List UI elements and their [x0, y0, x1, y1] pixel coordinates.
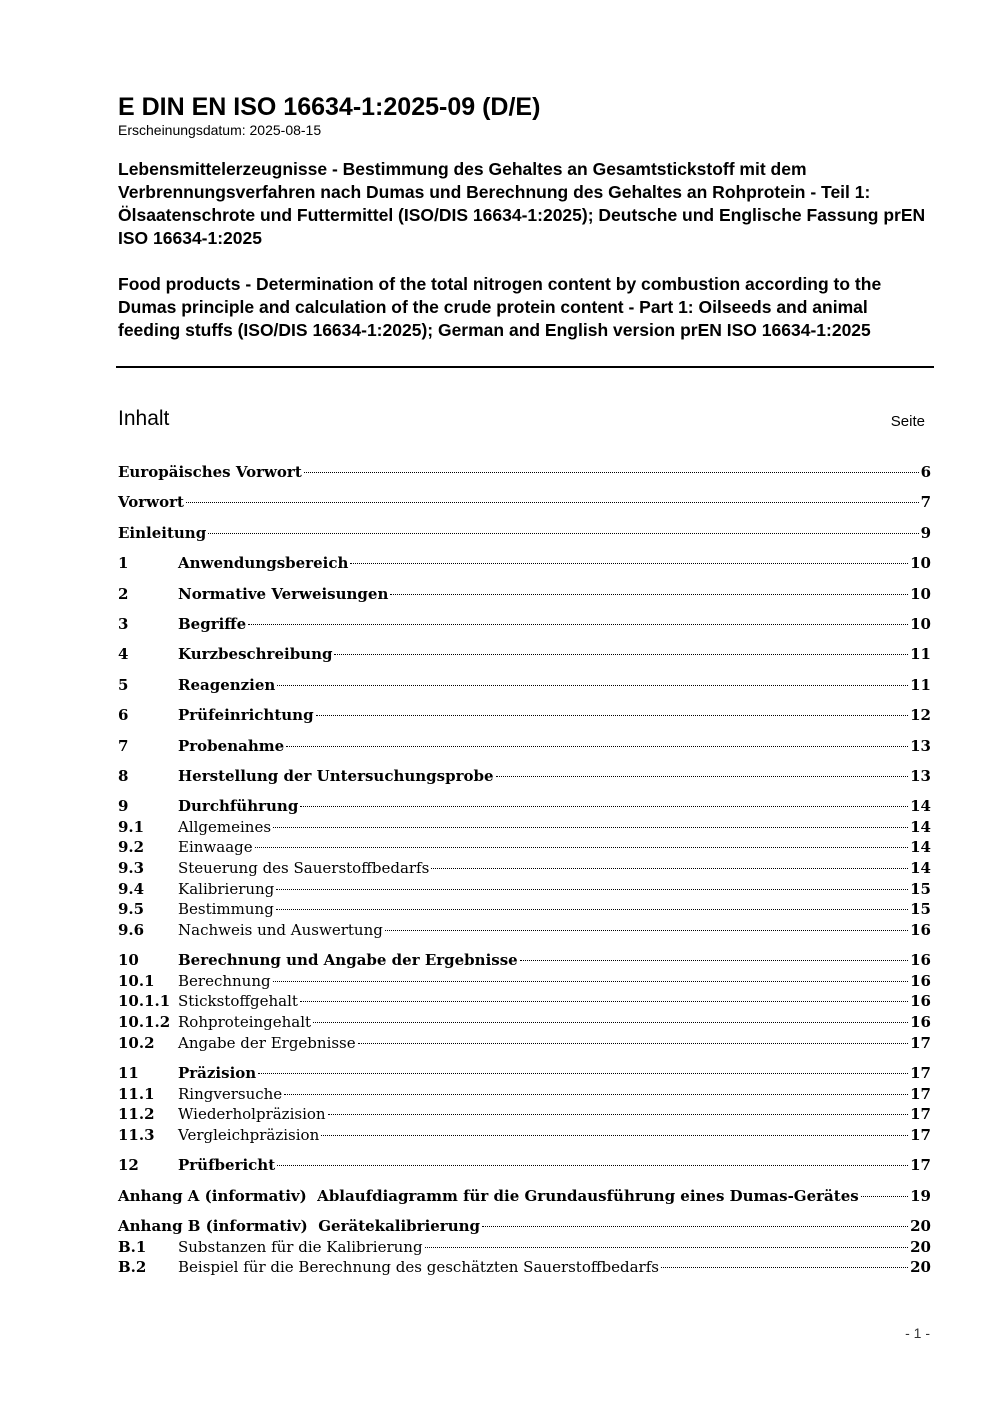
toc-dot-leader	[300, 802, 908, 807]
toc-entry-number: 9	[118, 797, 129, 816]
toc-entry-number: 9.4	[118, 879, 145, 898]
toc-entry[interactable]	[118, 492, 931, 513]
toc-entry-page: 15	[910, 879, 931, 898]
toc-dot-leader	[482, 1222, 908, 1227]
document-id: E DIN EN ISO 16634-1:2025-09 (D/E)	[118, 93, 541, 121]
toc-entry-page: 14	[910, 797, 931, 816]
toc-entry[interactable]	[118, 1063, 931, 1084]
toc-dot-leader	[431, 864, 908, 869]
toc-entry-page: 16	[910, 920, 931, 939]
toc-dot-leader	[321, 1131, 908, 1136]
toc-entry-title: Präzision	[178, 1064, 257, 1083]
toc-entry-title: Steuerung des Sauerstoffbedarfs	[178, 859, 430, 878]
toc-entry[interactable]	[118, 1216, 931, 1237]
toc-entry-title: Prüfbericht	[178, 1156, 276, 1175]
toc-entry-page: 16	[910, 992, 931, 1011]
toc-entry-title: Einwaage	[178, 838, 253, 857]
toc-entry-page: 11	[910, 645, 931, 664]
toc-entry-title: Prüfeinrichtung	[178, 706, 314, 725]
toc-dot-leader	[316, 711, 909, 716]
toc-entry[interactable]	[118, 1084, 931, 1105]
toc-entry[interactable]	[118, 644, 931, 665]
toc-entry-title: Reagenzien	[178, 675, 276, 694]
toc-entry-title: Angabe der Ergebnisse	[178, 1033, 356, 1052]
toc-entry-title: Probenahme	[178, 736, 285, 755]
toc-entry[interactable]	[118, 1012, 931, 1033]
title-divider	[116, 366, 934, 368]
toc-entry-number: 4	[118, 645, 129, 664]
toc-entry[interactable]	[118, 523, 931, 544]
toc-dot-leader	[255, 843, 909, 848]
toc-entry-page: 17	[910, 1105, 931, 1124]
toc-entry-title: Vorwort	[118, 493, 184, 512]
toc-dot-leader	[273, 823, 908, 828]
toc-entry-title: Normative Verweisungen	[178, 584, 389, 603]
toc-dot-leader	[385, 926, 908, 931]
toc-entry-page: 10	[910, 584, 931, 603]
toc-dot-leader	[390, 590, 908, 595]
toc-entry[interactable]	[118, 705, 931, 726]
toc-entry-number: 10.1.1	[118, 992, 171, 1011]
toc-entry-number: 11.2	[118, 1105, 155, 1124]
toc-entry-page: 17	[910, 1084, 931, 1103]
toc-entry-number: 9.6	[118, 920, 145, 939]
toc-entry[interactable]	[118, 837, 931, 858]
toc-entry-title: Wiederholpräzision	[178, 1105, 326, 1124]
toc-dot-leader	[286, 742, 908, 747]
toc-entry-title: Vergleichpräzision	[178, 1125, 320, 1144]
toc-entry[interactable]	[118, 462, 931, 483]
toc-entry[interactable]	[118, 584, 931, 605]
table-of-contents	[118, 462, 931, 1278]
toc-page-column-label: Seite	[890, 413, 925, 430]
toc-entry-page: 17	[910, 1064, 931, 1083]
toc-dot-leader	[520, 956, 908, 961]
toc-entry-number: 11.1	[118, 1084, 155, 1103]
title-german: Lebensmittelerzeugnisse - Bestimmung des Gehaltes an Gesamtstickstoff mit dem Verbrennungsverfahren nach Dumas und Berechnung des Gehaltes an Rohprotein - Teil 1: Ölsaatenschrote und Futtermittel (ISO/DIS 16634-1:2025); Deutsche und Englische Fassung prEN ISO 16634-1:2025	[118, 159, 926, 248]
toc-entry[interactable]	[118, 1257, 931, 1278]
toc-entry-number: B.1	[118, 1237, 147, 1256]
toc-entry-number: 9.5	[118, 900, 145, 919]
toc-entry[interactable]	[118, 736, 931, 757]
toc-entry-title: Begriffe	[178, 614, 247, 633]
toc-entry-title: Allgemeines	[178, 817, 272, 836]
toc-entry-page: 16	[910, 951, 931, 970]
toc-entry-title: Herstellung der Untersuchungsprobe	[178, 766, 494, 785]
toc-dot-leader	[313, 1018, 908, 1023]
toc-entry-page: 10	[910, 614, 931, 633]
toc-entry-page: 15	[910, 900, 931, 919]
toc-entry-number: B.2	[118, 1258, 147, 1277]
toc-entry-page: 12	[910, 706, 931, 725]
toc-dot-leader	[208, 529, 918, 534]
toc-entry-title: Kurzbeschreibung	[178, 645, 333, 664]
toc-entry-title: Berechnung und Angabe der Ergebnisse	[178, 951, 518, 970]
toc-entry-number: 1	[118, 554, 129, 573]
toc-entry-number: 8	[118, 766, 129, 785]
toc-dot-leader	[334, 650, 908, 655]
toc-dot-leader	[350, 559, 908, 564]
toc-entry-number: 2	[118, 584, 129, 603]
toc-entry[interactable]	[118, 1155, 931, 1176]
toc-entry-page: 14	[910, 817, 931, 836]
toc-entry-page: 17	[910, 1033, 931, 1052]
toc-entry-page: 20	[910, 1258, 931, 1277]
toc-entry[interactable]	[118, 1033, 931, 1054]
toc-entry-title: Stickstoffgehalt	[178, 992, 298, 1011]
toc-entry-page: 10	[910, 554, 931, 573]
toc-dot-leader	[277, 681, 908, 686]
toc-entry-title: Rohproteingehalt	[178, 1013, 312, 1032]
toc-entry-number: 9.2	[118, 838, 145, 857]
toc-dot-leader	[661, 1263, 908, 1268]
toc-dot-leader	[276, 885, 908, 890]
toc-entry-title: Europäisches Vorwort	[118, 463, 302, 481]
toc-entry-page: 11	[910, 675, 931, 694]
toc-entry-page: 14	[910, 859, 931, 878]
toc-heading: Inhalt	[118, 407, 170, 430]
toc-entry[interactable]	[118, 553, 931, 574]
toc-entry-page: 14	[910, 838, 931, 857]
toc-entry-page: 16	[910, 1013, 931, 1032]
toc-entry[interactable]	[118, 675, 931, 696]
toc-entry-page: 13	[910, 736, 931, 755]
title-english: Food products - Determination of the total nitrogen content by combustion according to the Dumas principle and calculation of the crude protein content - Part 1: Oilseeds and animal feeding stuffs (ISO/DIS 16634-1:2025); German and English version prEN ISO 16634-1:2025	[118, 274, 882, 340]
toc-dot-leader	[273, 977, 909, 982]
toc-entry-page: 19	[910, 1186, 931, 1205]
toc-entry-number: 10	[118, 951, 139, 970]
toc-entry-number: 10.1.2	[118, 1013, 171, 1032]
toc-entry-number: 11	[118, 1064, 139, 1083]
toc-entry-page: 17	[910, 1125, 931, 1144]
toc-entry-page: 9	[920, 523, 931, 542]
toc-entry[interactable]	[118, 766, 931, 787]
toc-entry-number: 10.2	[118, 1033, 155, 1052]
toc-entry[interactable]	[118, 1186, 931, 1207]
toc-entry-number: 9.1	[118, 817, 145, 836]
toc-entry-number: 12	[118, 1156, 139, 1175]
toc-entry[interactable]	[118, 991, 931, 1012]
toc-dot-leader	[300, 997, 908, 1002]
toc-dot-leader	[276, 905, 908, 910]
toc-dot-leader	[277, 1161, 908, 1166]
toc-entry-page: 17	[910, 1156, 931, 1175]
toc-entry-title: Ringversuche	[178, 1084, 283, 1103]
toc-dot-leader	[496, 772, 909, 777]
toc-entry-title: Beispiel für die Berechnung des geschätzten Sauerstoffbedarfs	[178, 1258, 659, 1277]
toc-entry-number: 6	[118, 706, 129, 725]
publication-date: Erscheinungsdatum: 2025-08-15	[118, 122, 322, 138]
toc-dot-leader	[248, 620, 908, 625]
toc-entry[interactable]	[118, 879, 931, 900]
toc-entry[interactable]	[118, 614, 931, 635]
toc-entry-page: 16	[910, 971, 931, 990]
toc-entry[interactable]	[118, 899, 931, 920]
toc-entry-title: Anhang B (informativ) Gerätekalibrierung	[118, 1216, 481, 1235]
toc-entry-number: 3	[118, 614, 129, 633]
toc-entry-title: Nachweis und Auswertung	[178, 920, 383, 939]
toc-entry[interactable]	[118, 1104, 931, 1125]
toc-dot-leader	[425, 1243, 909, 1248]
toc-dot-leader	[258, 1069, 908, 1074]
toc-entry-page: 7	[920, 493, 931, 512]
toc-entry[interactable]	[118, 1237, 931, 1258]
toc-entry-number: 9.3	[118, 859, 145, 878]
toc-entry-title: Einleitung	[118, 523, 207, 542]
toc-entry-number: 5	[118, 675, 129, 694]
toc-dot-leader	[358, 1039, 908, 1044]
toc-entry-title: Kalibrierung	[178, 879, 275, 898]
toc-entry[interactable]	[118, 1125, 931, 1146]
toc-entry-title: Substanzen für die Kalibrierung	[178, 1237, 423, 1256]
toc-entry-number: 11.3	[118, 1125, 155, 1144]
toc-dot-leader	[328, 1110, 909, 1115]
toc-dot-leader	[186, 498, 919, 503]
footer-page-number: - 1 -	[905, 1325, 930, 1341]
toc-entry-title: Bestimmung	[178, 900, 274, 919]
toc-entry[interactable]	[118, 796, 931, 817]
toc-entry[interactable]	[118, 858, 931, 879]
toc-entry-title: Durchführung	[178, 797, 299, 816]
toc-entry-page: 20	[910, 1216, 931, 1235]
toc-entry-number: 7	[118, 736, 129, 755]
toc-entry-page: 13	[910, 766, 931, 785]
toc-dot-leader	[304, 468, 919, 473]
toc-entry-page: 20	[910, 1237, 931, 1256]
toc-entry-number: 10.1	[118, 971, 155, 990]
toc-entry[interactable]	[118, 817, 931, 838]
toc-dot-leader	[861, 1192, 908, 1197]
toc-entry[interactable]	[118, 920, 931, 941]
toc-entry[interactable]	[118, 971, 931, 992]
toc-entry-page: 6	[920, 463, 931, 481]
toc-dot-leader	[284, 1090, 908, 1095]
toc-entry-title: Anwendungsbereich	[178, 554, 349, 573]
toc-entry-title: Berechnung	[178, 971, 271, 990]
toc-entry-title: Anhang A (informativ) Ablaufdiagramm für die Grundausführung eines Dumas-Gerätes	[118, 1186, 859, 1205]
toc-entry[interactable]	[118, 950, 931, 971]
